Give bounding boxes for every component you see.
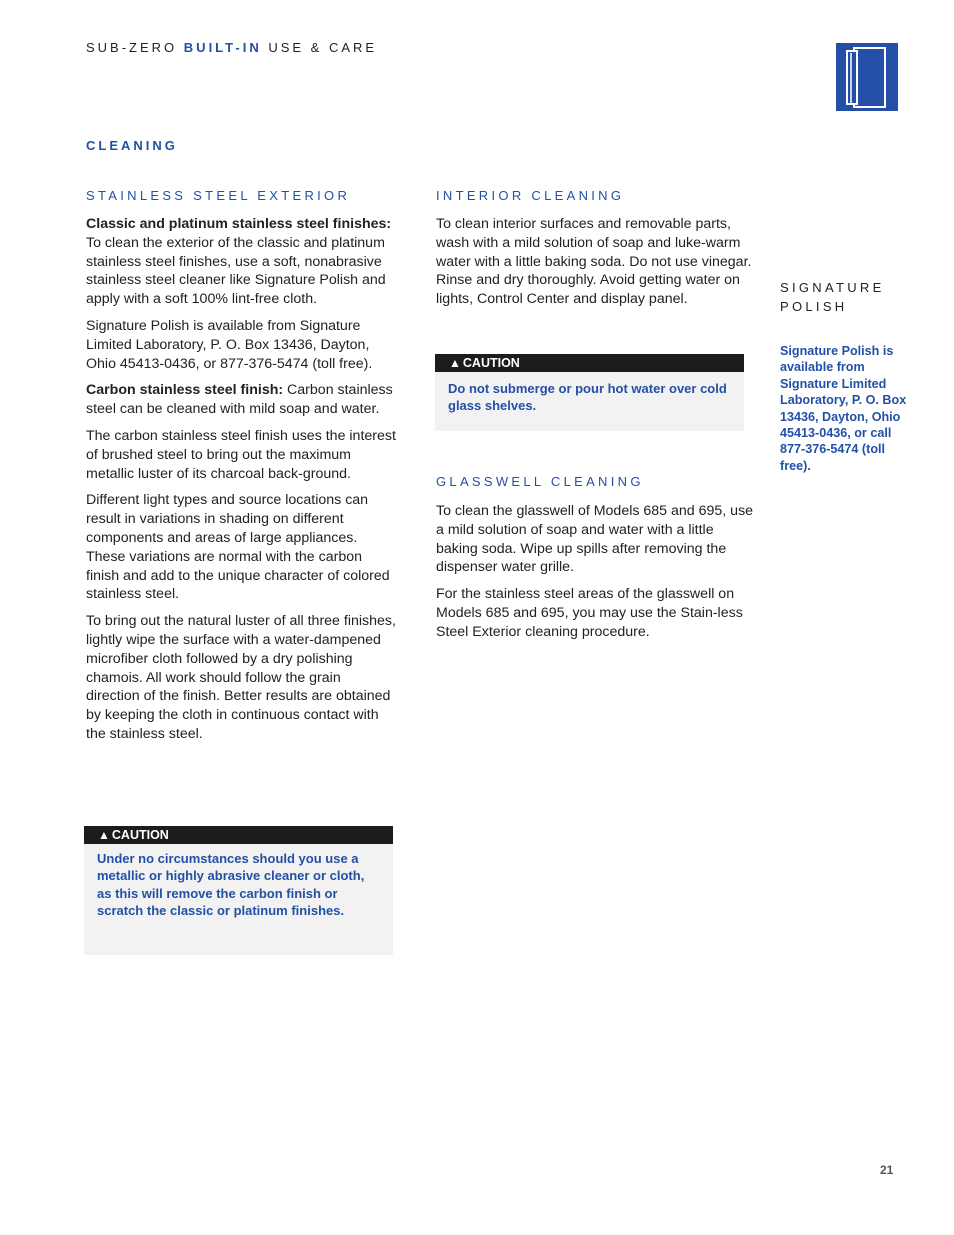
sidebar-note: Signature Polish is available from Signature Limited Laboratory, P. O. Box 13436, Dayton, Ohio 45413-0436, or call 877-376-5474 (toll free). bbox=[780, 344, 907, 473]
interior-body bbox=[436, 215, 758, 317]
caution-label: CAUTION bbox=[111, 828, 169, 842]
sidebar-title bbox=[780, 278, 885, 316]
caution-label: CAUTION bbox=[462, 356, 520, 370]
caution-bar bbox=[435, 354, 744, 372]
caution-box-carbon bbox=[84, 826, 393, 955]
warning-icon: ▲ bbox=[98, 828, 110, 842]
stainless-paragraph: Different light types and source locations can result in variations in shading on different components and areas of large appliances. These variations are normal with the carbon finish and add to the unique character of colored stainless steel. bbox=[86, 492, 390, 603]
header-prefix: SUB-ZERO bbox=[86, 40, 178, 55]
stainless-paragraph: The carbon stainless steel finish uses the interest of brushed steel to bring out the maximum metallic luster of its charcoal back-ground. bbox=[86, 427, 396, 482]
paragraph-text: Carbon stainless steel can be cleaned with mild soap and water. bbox=[86, 382, 393, 418]
interior-paragraph: To clean interior surfaces and removable parts, wash with a mild solution of soap and luke-warm water with a little baking soda. Do not use vinegar. Rinse and dry thoroughly. Avoid getting water on lights, Control Center and display panel. bbox=[436, 216, 752, 308]
page-number: 21 bbox=[880, 1163, 894, 1177]
stainless-paragraph bbox=[86, 215, 398, 309]
caution-text: Do not submerge or pour hot water over cold glass shelves. bbox=[448, 381, 727, 414]
stainless-paragraph bbox=[86, 381, 398, 419]
sidebar-title-line: POLISH bbox=[780, 299, 848, 314]
stainless-paragraph: To bring out the natural luster of all three finishes, lightly wipe the surface with a water-dampened microfiber cloth followed by a dry polishing chamois. All work should follow the grain direction of the finish. Better results are obtained by keeping the cloth in continuous contact with the stainless steel. bbox=[86, 613, 396, 742]
interior-heading: INTERIOR CLEANING bbox=[436, 188, 625, 203]
running-header bbox=[86, 40, 377, 55]
bold-lead: Carbon stainless steel finish: bbox=[86, 382, 284, 399]
caution-bar bbox=[84, 826, 393, 844]
glasswell-paragraph: To clean the glasswell of Models 685 and 695, use a mild solution of soap and water with a little baking soda. Wipe up spills after removing the dispenser water grille. bbox=[436, 503, 754, 576]
stainless-body bbox=[86, 215, 398, 752]
stainless-paragraph: Signature Polish is available from Signature Limited Laboratory, P. O. Box 13436, Dayton, Ohio 45413-0436, or 877-376-5474 (toll free). bbox=[86, 317, 373, 372]
sidebar-title-line: SIGNATURE bbox=[780, 280, 885, 295]
warning-icon: ▲ bbox=[449, 356, 461, 370]
glasswell-heading: GLASSWELL CLEANING bbox=[436, 474, 644, 489]
stainless-heading: STAINLESS STEEL EXTERIOR bbox=[86, 188, 351, 203]
caution-text: Under no circumstances should you use a metallic or highly abrasive cleaner or cloth, as this will remove the carbon finish or scratch the classic or platinum finishes. bbox=[97, 851, 365, 919]
section-title: CLEANING bbox=[86, 138, 178, 153]
header-brand: BUILT-IN bbox=[183, 40, 262, 55]
glasswell-paragraph: For the stainless steel areas of the glasswell on Models 685 and 695, you may use the Stain-less Steel Exterior cleaning procedure. bbox=[436, 586, 743, 640]
caution-box-shelves bbox=[435, 354, 744, 431]
paragraph-text: To clean the exterior of the classic and platinum stainless steel finishes, use a soft, nonabrasive stainless steel cleaner like Signature Polish and apply with a soft 100% lint-free cloth. bbox=[86, 234, 386, 308]
glasswell-body bbox=[436, 502, 758, 650]
bold-lead: Classic and platinum stainless steel finishes: bbox=[86, 216, 392, 232]
header-suffix: USE & CARE bbox=[268, 40, 378, 55]
door-logo-icon bbox=[836, 43, 898, 111]
